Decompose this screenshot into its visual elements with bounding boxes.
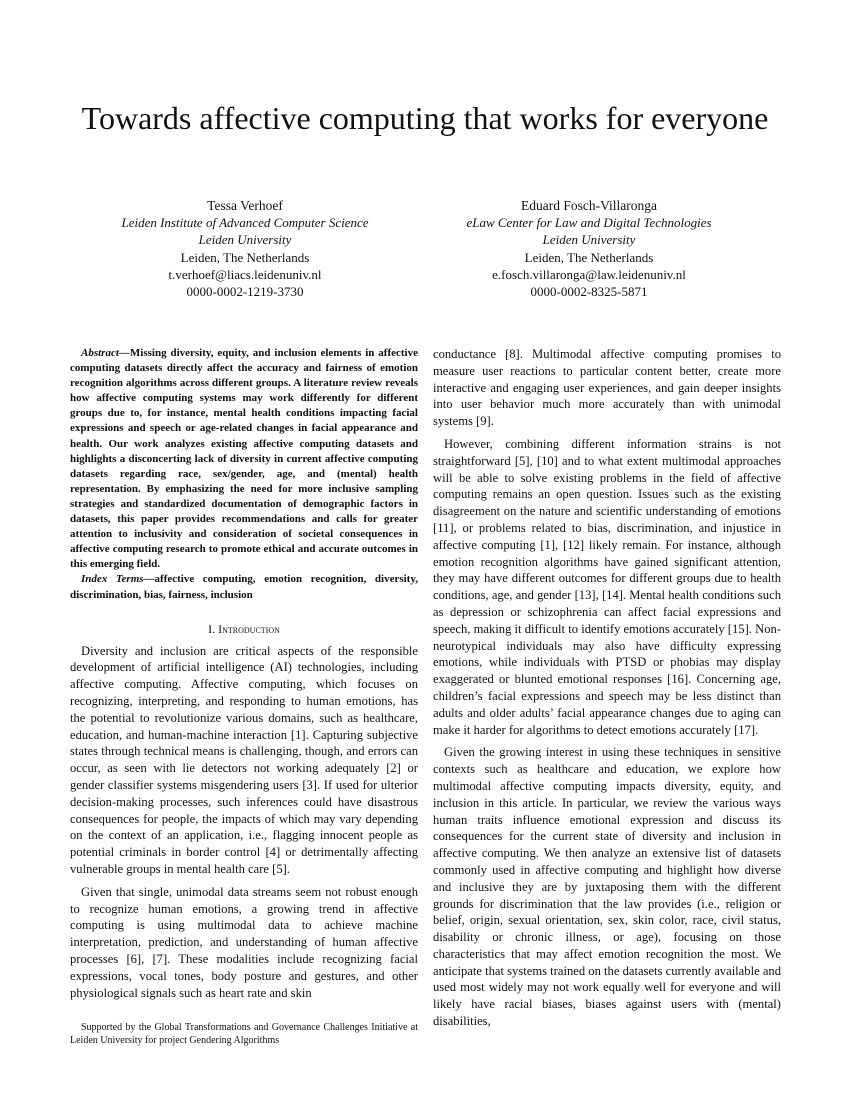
section-heading	[70, 621, 418, 637]
body-paragraph: However, combining different information strains is not straightforward [5], [10] and to what extent multimodal approaches will be able to solve existing problems in the field of affective computing remains an open question. Issues such as the existing disagreement on the nature and scientific understanding of emotions [11], or problems related to bias, discrimination, and injustice in affective computing [1], [12] likely remain. For instance, although emotion recognition algorithms have gained significant attention, they may have different outcomes for different groups due to health conditions, age, and gender [13], [14]. Mental health conditions such as depression or schizophrenia can affect facial expressions and speech, making it difficult to identify emotions accurately [15]. Non-neurotypical individuals may also have difficulty expressing emotions, while individuals with PTSD or phobias may display exaggerated or blunted emotional responses [16]. Concerning age, children’s facial expressions and speech may be less distinct than adults and older adults’ facial appearance changes due to aging can make it harder for algorithms to detect emotions accurately [17].	[433, 436, 781, 737]
author-university: Leiden University	[542, 232, 636, 248]
body-paragraph: conductance [8]. Multimodal affective computing promises to measure user reactions to particular content better, create more interactive and engaging user experiences, and gain deeper insights into user behavior much more accurately than with unimodal systems [9].	[433, 347, 781, 429]
body-paragraph: Given the growing interest in using these techniques in sensitive contexts such as healthcare and education, we explore how multimodal affective computing impacts diversity, equity, and inclusion in this article. In particular, we review the various ways human traits influence emotional expression and discuss its consequences for the current state of diversity and inclusion in affective computing. We then analyze an extensive list of datasets commonly used in affective computing and highlight how diverse and inclusive they are by juxtaposing them with the different grounds for discrimination that the law provides (i.e., religion or belief, origin, sexual orientation, sex, skin color, race, civil status, disability or chronic illness, or age), focusing on those characteristics that may affect emotion recognition the most. We anticipate that systems trained on the datasets currently available and used most widely may not work equally well for everyone and will likely have racial biases, biases against users with (mental) disabilities,	[433, 745, 781, 1029]
author-email: e.fosch.villaronga@law.leidenuniv.nl	[492, 266, 686, 282]
body-paragraph: Given that single, unimodal data streams seem not robust enough to recognize human emotions, a growing trend in affective computing is using multimodal data to achieve machine interpretation, prediction, and understanding of human affective processes [6], [7]. These modalities include recognizing facial expressions, vocal tones, body posture and gestures, and other physiological signals such as heart rate and skin	[70, 884, 418, 1000]
paper-title: Towards affective computing that works for everyone	[81, 100, 769, 136]
author-email: t.verhoef@liacs.leidenuniv.nl	[168, 266, 322, 282]
author-institute: eLaw Center for Law and Digital Technologies	[466, 215, 712, 231]
index-terms-label: Index Terms—	[81, 573, 155, 586]
right-column	[433, 346, 781, 1030]
footnote: Supported by the Global Transformations and Governance Challenges Initiative at Leiden University for project Gendering Algorithms	[70, 1022, 418, 1046]
abstract-text: Missing diversity, equity, and inclusion elements in affective computing datasets directly affect the accuracy and fairness of emotion recognition algorithms across different groups. A literature review reveals how affective computing systems may work differently for different groups due to, for instance, mental health conditions impacting facial expressions and speech or age-related changes in facial appearance and health. Our work analyzes existing affective computing datasets and highlights a disconcerting lack of diversity in current affective computing datasets regarding race, sex/gender, age, and (mental) health representation. By emphasizing the need for more inclusive sampling strategies and standardized documentation of demographic factors in datasets, this paper provides recommendations and calls for greater attention to inclusivity and consideration of societal consequences in affective computing research to promote ethical and accurate outcomes in this emerging field.	[70, 347, 418, 571]
section-number: I.	[208, 621, 216, 636]
section-title: Introduction	[218, 621, 280, 636]
left-column	[70, 346, 418, 1001]
author-location: Leiden, The Netherlands	[524, 249, 654, 265]
abstract-label: Abstract—	[81, 347, 130, 359]
author-block-2	[414, 197, 764, 300]
author-institute: Leiden Institute of Advanced Computer Science	[121, 215, 369, 231]
index-terms-text: affective computing, emotion recognition, diversity, discrimination, bias, fairness, inclusion	[70, 573, 418, 601]
body-paragraph: Diversity and inclusion are critical aspects of the responsible development of artificial intelligence (AI) technologies, including affective computing. Affective computing, which focuses on recognizing, interpreting, and responding to human emotions, has the potential to revolutionize various domains, such as healthcare, education, and human-machine interaction [1]. Capturing subjective states through technical means is challenging, though, and errors can occur, as seen with lie detectors not working adequately [2] or gender classifier systems misgendering users [3]. If used for ulterior decision-making processes, such inferences could have disastrous consequences for people, the impacts of which may vary depending on the context of an application, i.e., flagging innocent people as potential criminals in border control [4] or detrimentally affecting vulnerable groups in mental health care [5].	[70, 643, 418, 876]
author-name: Tessa Verhoef	[207, 198, 283, 213]
author-orcid: 0000-0002-1219-3730	[186, 284, 304, 300]
author-orcid: 0000-0002-8325-5871	[530, 284, 648, 300]
author-location: Leiden, The Netherlands	[180, 249, 310, 265]
author-name: Eduard Fosch-Villaronga	[520, 198, 658, 213]
author-university: Leiden University	[198, 232, 292, 248]
abstract	[70, 346, 418, 572]
index-terms	[70, 572, 418, 602]
author-block-1	[70, 197, 420, 300]
